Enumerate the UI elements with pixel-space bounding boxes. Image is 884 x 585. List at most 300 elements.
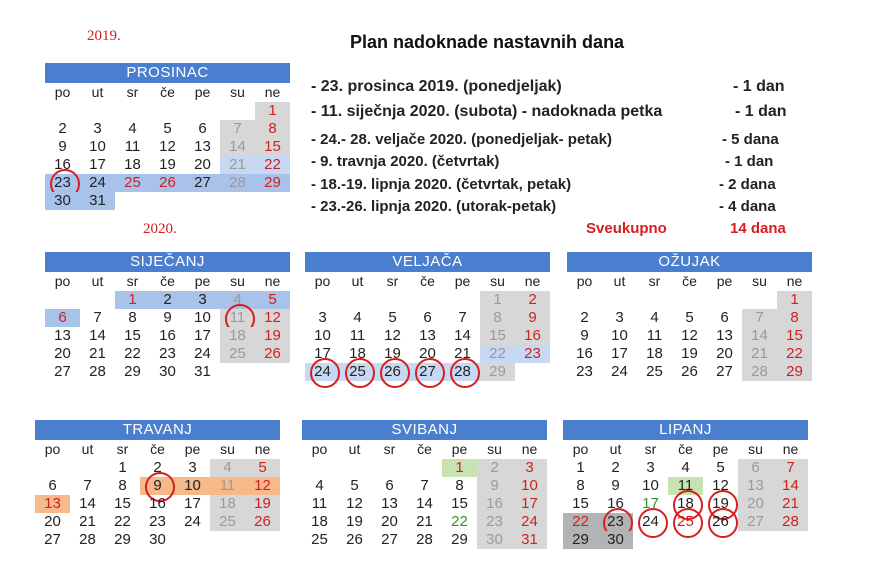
day-cell: 7 xyxy=(458,309,467,326)
day-cell: 2 xyxy=(515,291,550,309)
plan-item-days: - 4 dana xyxy=(719,198,776,215)
day-cell: 31 xyxy=(194,363,211,380)
day-cell: 15 xyxy=(777,327,812,345)
day-cell: 19 xyxy=(255,327,290,345)
day-cell: 14 xyxy=(742,327,777,345)
day-cell: 9 xyxy=(163,309,172,326)
day-cell: 25 xyxy=(340,363,375,381)
day-cell: 5 xyxy=(255,291,290,309)
weekday-label: po xyxy=(572,441,589,457)
day-cell: 26 xyxy=(375,363,410,381)
day-cell: 13 xyxy=(54,327,71,344)
day-cell: 10 xyxy=(175,477,210,495)
month-header: LIPANJ xyxy=(563,420,808,440)
day-cell: 9 xyxy=(611,477,620,494)
weekday-label: ne xyxy=(786,273,803,289)
day-cell: 8 xyxy=(118,477,127,494)
weekday-label: ne xyxy=(254,441,271,457)
day-cell: 13 xyxy=(716,327,733,344)
weekday-label: ne xyxy=(524,273,541,289)
day-cell: 10 xyxy=(642,477,659,494)
day-cell: 6 xyxy=(423,309,432,326)
weekday-label: su xyxy=(752,273,767,289)
day-cell: 4 xyxy=(650,309,659,326)
day-cell: 26 xyxy=(255,345,290,363)
day-cell: 3 xyxy=(93,120,102,137)
day-cell: 29 xyxy=(114,531,131,548)
day-cell: 20 xyxy=(381,513,398,530)
day-cell: 24 xyxy=(633,513,668,531)
day-cell: 19 xyxy=(703,495,738,513)
day-cell: 17 xyxy=(184,495,201,512)
day-cell: 23 xyxy=(45,174,80,192)
weekday-label: sr xyxy=(383,441,396,457)
day-cell: 31 xyxy=(512,531,547,549)
day-grid xyxy=(45,291,290,381)
plan-item: - 9. travnja 2020. (četvrtak) xyxy=(311,153,500,170)
day-cell: 5 xyxy=(685,309,694,326)
day-cell: 8 xyxy=(255,120,290,138)
day-cell: 21 xyxy=(416,513,433,530)
day-cell: 19 xyxy=(245,495,280,513)
day-cell: 6 xyxy=(720,309,729,326)
weekday-label: če xyxy=(417,441,432,457)
calendar-ozujak xyxy=(567,252,812,399)
weekday-label: če xyxy=(420,273,435,289)
plan-item-days: - 2 dana xyxy=(719,176,776,193)
day-cell: 12 xyxy=(255,309,290,327)
weekday-label: ne xyxy=(264,84,281,100)
day-grid xyxy=(305,291,550,381)
day-cell: 15 xyxy=(114,495,131,512)
day-cell: 18 xyxy=(124,156,141,173)
day-cell: 9 xyxy=(515,309,550,327)
day-cell: 16 xyxy=(607,495,624,512)
day-cell: 19 xyxy=(384,345,401,362)
day-cell: 26 xyxy=(681,363,698,380)
day-cell: 8 xyxy=(576,477,585,494)
day-cell: 21 xyxy=(220,156,255,174)
day-cell: 2 xyxy=(58,120,67,137)
day-cell: 12 xyxy=(245,477,280,495)
calendar-travanj xyxy=(35,420,280,549)
day-cell: 6 xyxy=(48,477,57,494)
day-cell: 16 xyxy=(159,327,176,344)
day-cell: 5 xyxy=(350,477,359,494)
day-cell: 12 xyxy=(681,327,698,344)
day-cell: 28 xyxy=(89,363,106,380)
day-cell: 9 xyxy=(140,477,175,495)
day-cell: 4 xyxy=(681,459,690,476)
day-cell: 30 xyxy=(159,363,176,380)
day-cell: 10 xyxy=(512,477,547,495)
weekday-label: su xyxy=(230,84,245,100)
day-cell: 21 xyxy=(454,345,471,362)
weekday-label: če xyxy=(160,84,175,100)
day-cell: 15 xyxy=(572,495,589,512)
day-cell: 18 xyxy=(311,513,328,530)
day-cell: 5 xyxy=(245,459,280,477)
weekday-label: ut xyxy=(609,441,622,457)
day-cell: 28 xyxy=(416,531,433,548)
day-cell: 13 xyxy=(419,327,436,344)
total-label: Sveukupno xyxy=(586,220,667,237)
day-cell: 17 xyxy=(194,327,211,344)
day-cell: 2 xyxy=(150,291,185,309)
day-cell: 22 xyxy=(563,513,598,531)
day-cell: 24 xyxy=(80,174,115,192)
day-cell: 27 xyxy=(410,363,445,381)
page-title: Plan nadoknade nastavnih dana xyxy=(350,32,625,52)
day-cell: 14 xyxy=(454,327,471,344)
weekday-label: po xyxy=(314,273,331,289)
day-cell: 30 xyxy=(45,192,80,210)
day-cell: 20 xyxy=(54,345,71,362)
day-cell: 2 xyxy=(153,459,162,476)
plan-item: - 24.- 28. veljače 2020. (ponedjeljak- petak) xyxy=(311,131,612,148)
day-cell: 18 xyxy=(220,327,255,345)
weekday-label: pe xyxy=(194,84,211,100)
day-cell: 14 xyxy=(416,495,433,512)
day-cell: 30 xyxy=(477,531,512,549)
day-cell: 26 xyxy=(245,513,280,531)
day-cell: 26 xyxy=(346,531,363,548)
day-cell: 22 xyxy=(255,156,290,174)
weekday-label: sr xyxy=(126,84,139,100)
weekday-label: ne xyxy=(521,441,538,457)
day-cell: 1 xyxy=(115,291,150,309)
day-cell: 3 xyxy=(188,459,197,476)
month-header: SVIBANJ xyxy=(302,420,547,440)
calendar-prosinac xyxy=(45,63,290,210)
weekday-label: če xyxy=(682,273,697,289)
day-cell: 29 xyxy=(255,174,290,192)
day-cell: 23 xyxy=(477,513,512,531)
day-cell: 21 xyxy=(79,513,96,530)
day-cell: 2 xyxy=(477,459,512,477)
day-cell: 13 xyxy=(738,477,773,495)
day-cell: 22 xyxy=(451,513,468,530)
calendar-lipanj xyxy=(563,420,808,549)
day-cell: 16 xyxy=(576,345,593,362)
day-cell: 10 xyxy=(611,327,628,344)
weekday-row xyxy=(305,272,550,291)
weekday-label: ut xyxy=(91,273,104,289)
day-cell: 3 xyxy=(646,459,655,476)
day-cell: 11 xyxy=(668,477,703,495)
day-cell: 24 xyxy=(194,345,211,362)
day-cell: 27 xyxy=(716,363,733,380)
day-cell: 11 xyxy=(210,477,245,495)
weekday-row xyxy=(563,440,808,459)
day-cell: 24 xyxy=(305,363,340,381)
day-cell: 10 xyxy=(89,138,106,155)
weekday-label: su xyxy=(490,273,505,289)
day-cell: 16 xyxy=(515,327,550,345)
weekday-label: pe xyxy=(454,273,471,289)
day-cell: 17 xyxy=(89,156,106,173)
day-cell: 26 xyxy=(150,174,185,192)
day-cell: 27 xyxy=(381,531,398,548)
day-cell: 27 xyxy=(54,363,71,380)
day-cell: 8 xyxy=(128,309,137,326)
weekday-label: ut xyxy=(613,273,626,289)
day-cell: 3 xyxy=(512,459,547,477)
day-cell: 25 xyxy=(115,174,150,192)
day-cell: 7 xyxy=(93,309,102,326)
day-cell: 11 xyxy=(311,495,328,512)
weekday-row xyxy=(302,440,547,459)
plan-item: - 11. siječnja 2020. (subota) - nadoknada petka xyxy=(311,103,663,120)
day-cell: 7 xyxy=(420,477,429,494)
day-cell: 14 xyxy=(773,477,808,495)
plan-item: - 23.-26. lipnja 2020. (utorak-petak) xyxy=(311,198,557,215)
day-cell: 17 xyxy=(512,495,547,513)
day-cell: 1 xyxy=(442,459,477,477)
weekday-label: pe xyxy=(716,273,733,289)
plan-item: - 23. prosinca 2019. (ponedjeljak) xyxy=(311,78,562,95)
day-cell: 18 xyxy=(210,495,245,513)
weekday-label: pe xyxy=(712,441,729,457)
day-cell: 9 xyxy=(58,138,67,155)
day-cell: 2 xyxy=(611,459,620,476)
weekday-label: ut xyxy=(81,441,94,457)
day-cell: 21 xyxy=(742,345,777,363)
weekday-label: po xyxy=(54,84,71,100)
day-cell: 4 xyxy=(220,291,255,309)
day-cell: 29 xyxy=(563,531,598,549)
day-cell: 23 xyxy=(515,345,550,363)
month-header: SIJEČANJ xyxy=(45,252,290,272)
day-cell: 31 xyxy=(80,192,115,210)
day-grid xyxy=(302,459,547,567)
day-cell: 28 xyxy=(79,531,96,548)
day-cell: 8 xyxy=(480,309,515,327)
day-cell: 25 xyxy=(210,513,245,531)
day-cell: 20 xyxy=(419,345,436,362)
day-grid xyxy=(35,459,280,549)
day-cell: 10 xyxy=(314,327,331,344)
year-2019-label: 2019. xyxy=(87,28,121,44)
day-cell: 18 xyxy=(668,495,703,513)
day-cell: 3 xyxy=(185,291,220,309)
weekday-row xyxy=(45,272,290,291)
weekday-label: po xyxy=(576,273,593,289)
day-cell: 30 xyxy=(598,531,633,549)
day-cell: 3 xyxy=(318,309,327,326)
day-cell: 15 xyxy=(451,495,468,512)
month-header: PROSINAC xyxy=(45,63,290,83)
plan-item: - 18.-19. lipnja 2020. (četvrtak, petak) xyxy=(311,176,572,193)
day-cell: 2 xyxy=(580,309,589,326)
day-cell: 15 xyxy=(255,138,290,156)
weekday-row xyxy=(35,440,280,459)
weekday-label: sr xyxy=(386,273,399,289)
day-cell: 16 xyxy=(149,495,166,512)
day-cell: 12 xyxy=(384,327,401,344)
weekday-label: če xyxy=(678,441,693,457)
day-cell: 14 xyxy=(89,327,106,344)
weekday-label: po xyxy=(44,441,61,457)
weekday-label: ut xyxy=(91,84,104,100)
weekday-label: su xyxy=(220,441,235,457)
day-cell: 24 xyxy=(611,363,628,380)
day-cell: 8 xyxy=(777,309,812,327)
day-cell: 28 xyxy=(773,513,808,531)
month-header: TRAVANJ xyxy=(35,420,280,440)
weekday-label: sr xyxy=(648,273,661,289)
day-cell: 26 xyxy=(703,513,738,531)
day-cell: 4 xyxy=(315,477,324,494)
weekday-label: ut xyxy=(348,441,361,457)
day-cell: 23 xyxy=(576,363,593,380)
day-cell: 21 xyxy=(89,345,106,362)
day-cell: 1 xyxy=(118,459,127,476)
day-cell: 3 xyxy=(615,309,624,326)
weekday-label: če xyxy=(160,273,175,289)
calendar-veljaca xyxy=(305,252,550,381)
day-cell: 27 xyxy=(44,531,61,548)
day-cell: 17 xyxy=(611,345,628,362)
plan-item-days: - 1 dan xyxy=(725,153,774,170)
day-cell: 11 xyxy=(220,309,255,327)
day-cell: 11 xyxy=(646,327,663,344)
day-cell: 27 xyxy=(185,174,220,192)
month-header: VELJAČA xyxy=(305,252,550,272)
day-cell: 17 xyxy=(642,495,659,512)
day-cell: 29 xyxy=(480,363,515,381)
day-cell: 20 xyxy=(194,156,211,173)
day-cell: 19 xyxy=(159,156,176,173)
day-cell: 23 xyxy=(149,513,166,530)
day-cell: 4 xyxy=(353,309,362,326)
day-cell: 7 xyxy=(220,120,255,138)
day-cell: 25 xyxy=(668,513,703,531)
day-cell: 1 xyxy=(480,291,515,309)
day-cell: 6 xyxy=(45,309,80,327)
day-cell: 13 xyxy=(381,495,398,512)
day-cell: 18 xyxy=(349,345,366,362)
day-cell: 22 xyxy=(777,345,812,363)
year-2020-label: 2020. xyxy=(143,221,177,237)
day-cell: 6 xyxy=(385,477,394,494)
day-cell: 4 xyxy=(128,120,137,137)
day-cell: 6 xyxy=(198,120,207,137)
weekday-label: su xyxy=(748,441,763,457)
day-cell: 9 xyxy=(477,477,512,495)
total-value: 14 dana xyxy=(730,220,786,237)
day-cell: 23 xyxy=(598,513,633,531)
calendar-sijecanj xyxy=(45,252,290,381)
day-cell: 14 xyxy=(220,138,255,156)
day-cell: 8 xyxy=(455,477,464,494)
day-cell: 16 xyxy=(54,156,71,173)
day-cell: 7 xyxy=(773,459,808,477)
weekday-label: sr xyxy=(644,441,657,457)
day-cell: 15 xyxy=(124,327,141,344)
day-grid xyxy=(45,102,290,210)
day-cell: 1 xyxy=(777,291,812,309)
weekday-label: ut xyxy=(351,273,364,289)
day-cell: 14 xyxy=(79,495,96,512)
day-cell: 9 xyxy=(580,327,589,344)
day-grid xyxy=(567,291,812,399)
day-cell: 12 xyxy=(346,495,363,512)
day-cell: 19 xyxy=(681,345,698,362)
day-cell: 19 xyxy=(346,513,363,530)
day-cell: 30 xyxy=(149,531,166,548)
day-cell: 27 xyxy=(738,513,773,531)
month-header: OŽUJAK xyxy=(567,252,812,272)
day-cell: 29 xyxy=(777,363,812,381)
day-grid xyxy=(563,459,808,549)
day-cell: 29 xyxy=(124,363,141,380)
day-cell: 4 xyxy=(210,459,245,477)
day-cell: 28 xyxy=(220,174,255,192)
day-cell: 1 xyxy=(255,102,290,120)
weekday-label: pe xyxy=(194,273,211,289)
day-cell: 20 xyxy=(738,495,773,513)
day-cell: 20 xyxy=(44,513,61,530)
day-cell: 22 xyxy=(480,345,515,363)
day-cell: 29 xyxy=(451,531,468,548)
plan-item-days: - 1 dan xyxy=(735,103,787,120)
day-cell: 28 xyxy=(445,363,480,381)
day-cell: 12 xyxy=(159,138,176,155)
day-cell: 6 xyxy=(738,459,773,477)
day-cell: 16 xyxy=(477,495,512,513)
day-cell: 10 xyxy=(194,309,211,326)
day-cell: 11 xyxy=(124,138,141,155)
weekday-label: pe xyxy=(451,441,468,457)
day-cell: 28 xyxy=(742,363,777,381)
day-cell: 11 xyxy=(349,327,366,344)
day-cell: 25 xyxy=(311,531,328,548)
day-cell: 20 xyxy=(716,345,733,362)
weekday-label: ne xyxy=(264,273,281,289)
day-cell: 13 xyxy=(194,138,211,155)
day-cell: 15 xyxy=(480,327,515,345)
day-cell: 25 xyxy=(646,363,663,380)
day-cell: 7 xyxy=(742,309,777,327)
day-cell: 18 xyxy=(646,345,663,362)
day-cell: 24 xyxy=(512,513,547,531)
day-cell: 23 xyxy=(159,345,176,362)
weekday-label: sr xyxy=(126,273,139,289)
plan-item-days: - 1 dan xyxy=(733,78,785,95)
weekday-row xyxy=(45,83,290,102)
weekday-label: ne xyxy=(782,441,799,457)
weekday-label: su xyxy=(487,441,502,457)
weekday-label: sr xyxy=(116,441,129,457)
day-cell: 5 xyxy=(163,120,172,137)
weekday-row xyxy=(567,272,812,291)
day-cell: 24 xyxy=(184,513,201,530)
weekday-label: su xyxy=(230,273,245,289)
calendar-svibanj xyxy=(302,420,547,567)
day-cell: 17 xyxy=(314,345,331,362)
day-cell: 7 xyxy=(83,477,92,494)
weekday-label: pe xyxy=(184,441,201,457)
day-cell: 25 xyxy=(220,345,255,363)
day-cell: 1 xyxy=(576,459,585,476)
day-cell: 5 xyxy=(388,309,397,326)
day-cell: 22 xyxy=(114,513,131,530)
plan-item-days: - 5 dana xyxy=(722,131,779,148)
day-cell: 21 xyxy=(773,495,808,513)
day-cell: 13 xyxy=(35,495,70,513)
weekday-label: če xyxy=(150,441,165,457)
